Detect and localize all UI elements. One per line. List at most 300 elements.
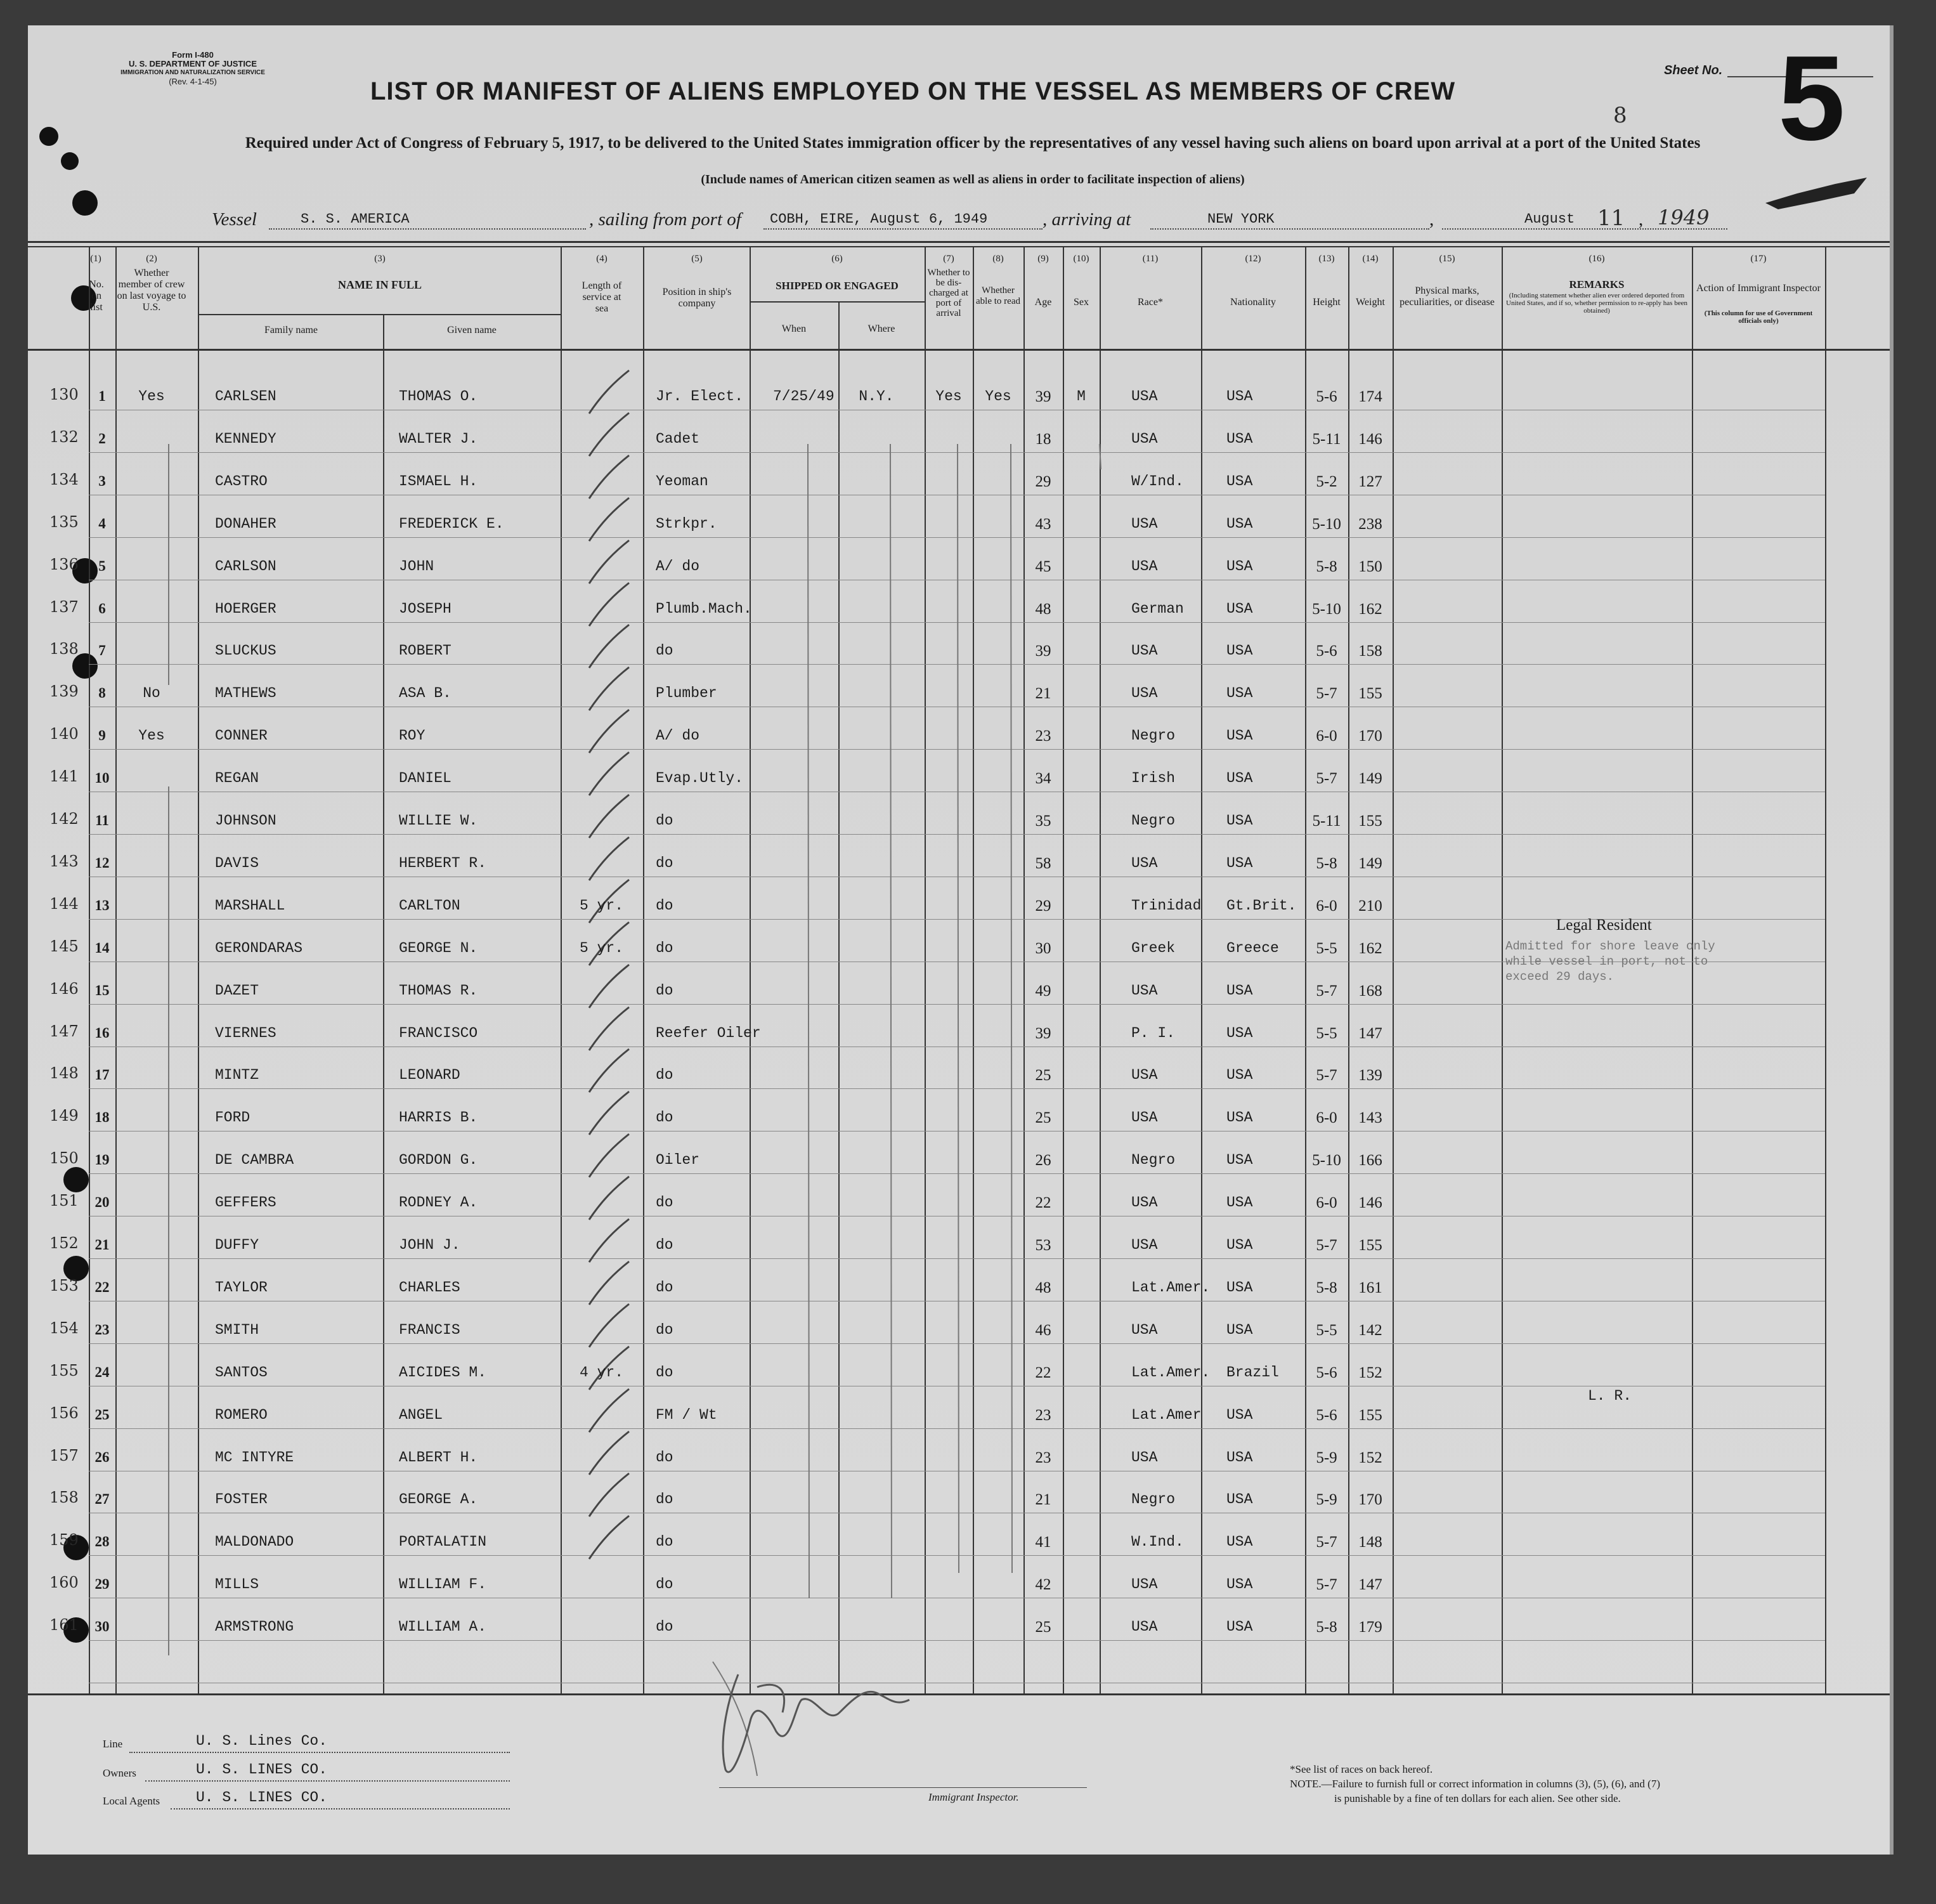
col-header-shipped: SHIPPED OR ENGAGED [776, 280, 899, 292]
cell-height: 5-8 [1316, 558, 1337, 575]
cell-given: ROY [399, 727, 426, 744]
slash-mark [589, 1473, 629, 1516]
margin-number: 141 [49, 767, 79, 785]
margin-number: 140 [49, 725, 79, 743]
col-num-2: (2) [146, 254, 157, 264]
row-number: 13 [94, 897, 110, 913]
cell-age: 46 [1035, 1322, 1051, 1339]
cell-race: Greek [1131, 940, 1176, 956]
col-header-sex: Sex [1074, 297, 1089, 308]
cell-weight: 149 [1358, 855, 1382, 872]
col-header-race: Race* [1138, 297, 1163, 308]
cell-position: do [656, 1109, 673, 1126]
cell-weight: 210 [1358, 897, 1382, 915]
cell-age: 48 [1035, 601, 1051, 618]
cell-nationality: USA [1226, 1025, 1253, 1041]
slash-mark [589, 1177, 629, 1220]
row-number: 10 [94, 770, 110, 786]
col-num-4: (4) [596, 254, 607, 264]
cell-position: do [656, 1449, 673, 1466]
cell-where: N.Y. [859, 388, 894, 405]
cell-height: 5-8 [1316, 1279, 1337, 1296]
col-num-6: (6) [831, 254, 843, 264]
row-number: 18 [94, 1109, 110, 1125]
cell-nationality: USA [1226, 855, 1253, 871]
cell-given: WILLIAM A. [399, 1619, 487, 1635]
cell-given: PORTALATIN [399, 1534, 487, 1550]
cell-age: 23 [1035, 1407, 1051, 1424]
cell-nationality: USA [1226, 601, 1253, 617]
row-number: 20 [94, 1194, 110, 1210]
cell-nationality: USA [1226, 642, 1253, 659]
cell-voyage: No [143, 685, 160, 701]
margin-number: 146 [49, 980, 79, 998]
slash-mark [589, 667, 629, 710]
col-header-no: No. on list [89, 279, 104, 313]
row-number: 5 [98, 558, 106, 574]
cell-position: do [656, 982, 673, 999]
cell-given: THOMAS R. [399, 982, 478, 999]
cell-position: do [656, 1322, 673, 1338]
cell-family: SANTOS [215, 1364, 268, 1381]
margin-number: 154 [49, 1319, 79, 1337]
cell-sex: M [1077, 388, 1086, 405]
cell-age: 42 [1035, 1576, 1051, 1593]
margin-number: 145 [49, 937, 79, 955]
cell-race: USA [1131, 982, 1158, 999]
row-number: 28 [94, 1534, 110, 1549]
cell-weight: 149 [1358, 770, 1382, 787]
cell-weight: 150 [1358, 558, 1382, 575]
cell-position: Reefer Oiler [656, 1025, 761, 1041]
cell-service: 5 yr. [580, 940, 624, 956]
cell-nationality: Greece [1226, 940, 1279, 956]
cell-given: JOHN [399, 558, 434, 575]
cell-height: 5-11 [1312, 431, 1341, 448]
cell-race: USA [1131, 1576, 1158, 1593]
col-header-position: Position in ship's company [662, 287, 732, 309]
margin-number: 137 [49, 598, 79, 616]
row-number: 15 [94, 982, 110, 998]
cell-family: MILLS [215, 1576, 259, 1593]
col-num-10: (10) [1073, 254, 1089, 264]
margin-number: 159 [49, 1531, 79, 1549]
cell-given: GEORGE A. [399, 1491, 478, 1508]
cell-family: SLUCKUS [215, 642, 276, 659]
col-num-16: (16) [1588, 254, 1605, 264]
slash-mark [589, 1134, 629, 1177]
line-value: U. S. Lines Co. [196, 1733, 328, 1749]
row-number: 22 [94, 1279, 110, 1295]
cell-position: do [656, 897, 673, 914]
cell-family: VIERNES [215, 1025, 276, 1041]
cell-given: DANIEL [399, 770, 452, 786]
shore-leave-stamp [1505, 939, 1715, 984]
col-header-family: Family name [264, 325, 318, 336]
slash-mark [589, 837, 629, 880]
arriving-label: , arriving at [1043, 209, 1131, 230]
cell-age: 45 [1035, 558, 1051, 575]
cell-race: USA [1131, 431, 1158, 447]
cell-family: HOERGER [215, 601, 276, 617]
cell-nationality: USA [1226, 1109, 1253, 1126]
col-header-age: Age [1034, 297, 1052, 308]
line-label: Line [103, 1738, 123, 1750]
row-number: 17 [94, 1067, 110, 1083]
cell-race: P. I. [1131, 1025, 1176, 1041]
cell-nationality: USA [1226, 1576, 1253, 1593]
cell-family: ARMSTRONG [215, 1619, 294, 1635]
cell-given: RODNEY A. [399, 1194, 478, 1211]
cell-race: Lat.Amer [1131, 1407, 1202, 1423]
arrival-day: 11 [1597, 205, 1625, 231]
manifest-page: Form I-480 U. S. DEPARTMENT OF JUSTICE IMMIGRATION AND NATURALIZATION SERVICE (Rev. 4-1-45) LIST OR MANIFEST OF ALIENS EMPLOYED ON THE VESSEL AS MEMBERS OF CREW Sheet No. 5 8 Required under Act of Congress of February 5, 1917, to be delivered to the United States immigration officer by the representatives of any vessel having such aliens on board upon arrival at a port of the United States (Include names of American citizen seamen as well as aliens in order to facilitate inspection of aliens) Vessel S. S. AMERICA , sailing from port of COBH, EIRE, August 6, 1949 , arriving at NEW YORK , August 11 , 1949 (1) No. on list (2) Whether member of crew on last voyage to U.S. (3) NAME IN FULL Family name Given name (4) Length of service at sea (5) Position in ship's company (6) SHIPPED OR ENGAGED When Where (7) Whether to be dis-charged at port of arrival (8) Whether able to read (9) Age (10) Sex (11) Race* (12) Nationality (13) Height (14) Weight (15) Physical marks, peculiarities, or disease (16) REMARKS (Including statement whether alien ever ordered deported from United States, and if so, whether permission to re-apply has been obtained) (17) Action of Immigrant Inspector (This column for use of Government officials only) 130 1 Yes CARLSEN THOMAS O. Jr. Elect. 7/25/49 N.Y. Yes Yes 39 M USA USA 5-6 174 132 2 KENNEDY WALTER J. Cadet 18 USA USA 5-11 146 134 3 CASTRO ISMAEL H. Yeoman 29 W/Ind. USA 5-2 127 135 4 DONAHER FREDERICK E. Strkpr. 43 USA USA 5-10 238 136 5 CARLSON JOHN A/ do 45 USA USA 5-8 150 137 6 HOERGER JOSEPH Plumb.Mach. 48 German USA 5-10 162 138 7 SLUCKUS ROBERT do 39 USA USA 5-6 158 139 8 No MATHEWS ASA B. Plumber 21 USA USA 5-7 155 140 9 Yes CONNER ROY A/ do 23 Negro USA 6-0 170 141 10 REGAN DANIEL Evap.Utly. 34 Irish USA 5-7 149 142 11 JOHNSON WILLIE W. do 35 Negro USA 5-11 155 143 12 DAVIS HERBERT R. do 58 USA USA 5-8 149 144 13 MARSHALL CARLTON 5 yr. do 29 Trinidad Gt.Brit. 6-0 210 145 14 GERONDARAS GEORGE N. 5 yr. do 30 Greek Greece 5-5 162 146 15 DAZET THOMAS R. do 49 USA USA 5-7 168 147 16 VIERNES FRANCISCO Reefer Oiler 39 P. I. USA 5-5 147 148 17 MINTZ LEONARD do 25 USA USA 5-7 139 149 18 FORD HARRIS B. do 25 USA USA 6-0 143 150 19 DE CAMBRA GORDON G. Oiler 26 Negro USA 5-10 166 151 20 GEFFERS RODNEY A. do 22 USA USA 6-0 146 152 21 DUFFY JOHN J. do 53 USA USA 5-7 155 153 22 TAYLOR CHARLES do 48 Lat.Amer. USA 5-8 161 154 23 SMITH FRANCIS do 46 USA USA 5-5 142 155 24 SANTOS AICIDES M. 4 yr. do 22 Lat.Amer. Brazil 5-6 152 156 25 ROMERO ANGEL FM / Wt 23 Lat.Amer USA 5-6 155 157 26 MC INTYRE ALBERT H. do 23 USA USA 5-9 152 158 27 FOSTER GEORGE A. do 21 Negro USA 5-9 170 159 28 MALDONADO PORTALATIN do 41 W.Ind. USA 5-7 148 160 29 MILLS WILLIAM F. do 42 USA USA 5-7 147 161 30 ARMSTRONG WILLIAM A. do 25 USA USA 5-8 179 Legal Resident Admitted for shore leave only while vessel in port, not to exceed 29 days. L. R. Line U. S. Lines Co. Owners U. S. LINES CO. Local Agents U. S. LINES CO. Immigrant Inspector. *See list of races on back hereof. NOTE.—Failure to furnish full or correct information in columns (3), (5), (6), and (7) is punishable by a fine of ten dollars for each alien. See other side. [28, 25, 1894, 1855]
cell-age: 48 [1035, 1279, 1051, 1296]
cell-height: 5-8 [1316, 1619, 1337, 1636]
cell-position: Strkpr. [656, 516, 717, 532]
cell-family: ROMERO [215, 1407, 268, 1423]
col-num-3: (3) [374, 254, 386, 264]
cell-given: WILLIE W. [399, 812, 478, 829]
inspector-underline [719, 1787, 1087, 1788]
col-header-name: NAME IN FULL [337, 278, 422, 291]
row-number: 30 [94, 1619, 110, 1634]
cell-age: 22 [1035, 1364, 1051, 1381]
slash-mark [589, 710, 629, 753]
cell-position: do [656, 1619, 673, 1635]
cell-family: GERONDARAS [215, 940, 303, 956]
slash-mark [589, 413, 629, 456]
cell-age: 23 [1035, 1449, 1051, 1466]
margin-number: 153 [49, 1277, 79, 1294]
cell-read: Yes [985, 388, 1011, 405]
col-num-11: (11) [1142, 254, 1159, 264]
col-header-discharged: Whether to be dis-charged at port of arrival [927, 268, 970, 318]
vessel-label: Vessel [212, 209, 257, 230]
cell-family: JOHNSON [215, 812, 276, 829]
col-num-9: (9) [1037, 254, 1049, 264]
cell-race: USA [1131, 558, 1158, 575]
margin-number: 138 [49, 640, 79, 658]
slash-mark [589, 498, 629, 541]
arrival-month: August [1524, 211, 1575, 227]
slash-mark [589, 625, 629, 668]
cell-nationality: USA [1226, 812, 1253, 829]
cell-nationality: USA [1226, 1534, 1253, 1550]
cell-family: CONNER [215, 727, 268, 744]
cell-age: 29 [1035, 897, 1051, 915]
cell-given: THOMAS O. [399, 388, 478, 405]
page-title: LIST OR MANIFEST OF ALIENS EMPLOYED ON THE VESSEL AS MEMBERS OF CREW [370, 77, 1456, 105]
cell-position: A/ do [656, 727, 700, 744]
cell-given: HERBERT R. [399, 855, 487, 871]
row-number: 6 [98, 601, 106, 616]
agents-label: Local Agents [103, 1795, 160, 1807]
cell-position: do [656, 642, 673, 659]
slash-mark [589, 795, 629, 838]
margin-number: 142 [49, 810, 79, 828]
margin-number: 157 [49, 1447, 79, 1464]
cell-age: 25 [1035, 1619, 1051, 1636]
cell-family: FOSTER [215, 1491, 268, 1508]
stamp-line: exceed 29 days. [1505, 970, 1614, 984]
cell-race: USA [1131, 1322, 1158, 1338]
margin-number: 136 [49, 556, 79, 573]
cell-family: KENNEDY [215, 431, 276, 447]
cell-height: 5-10 [1312, 601, 1341, 618]
slash-mark [589, 370, 629, 414]
margin-number: 160 [49, 1574, 79, 1591]
cell-weight: 166 [1358, 1152, 1382, 1169]
row-number: 9 [98, 727, 106, 743]
vessel-name: S. S. AMERICA [301, 211, 410, 227]
margin-number: 139 [49, 682, 79, 700]
cell-weight: 162 [1358, 601, 1382, 618]
cell-voyage: Yes [138, 388, 165, 405]
cell-weight: 155 [1358, 1237, 1382, 1254]
cell-height: 5-10 [1312, 1152, 1341, 1169]
margin-number: 155 [49, 1362, 79, 1379]
col-header-where: Where [867, 323, 895, 334]
margin-number: 147 [49, 1022, 79, 1040]
cell-position: Evap.Utly. [656, 770, 744, 786]
cell-weight: 127 [1358, 473, 1382, 490]
slash-mark [589, 1219, 629, 1262]
cell-family: TAYLOR [215, 1279, 268, 1296]
cell-position: Yeoman [656, 473, 708, 490]
cell-position: do [656, 812, 673, 829]
fine-note: NOTE.—Failure to furnish full or correct information in columns (3), (5), (6), and (7) [1290, 1778, 1660, 1790]
cell-position: Jr. Elect. [656, 388, 744, 405]
cell-height: 5-11 [1312, 812, 1341, 830]
cell-position: FM / Wt [656, 1407, 717, 1423]
cell-height: 6-0 [1316, 1194, 1337, 1211]
revision: (Rev. 4-1-45) [169, 77, 217, 86]
cell-discharged: Yes [935, 388, 962, 405]
cell-given: WALTER J. [399, 431, 478, 447]
cell-family: FORD [215, 1109, 250, 1126]
cell-age: 39 [1035, 1025, 1051, 1042]
cell-nationality: USA [1226, 1237, 1253, 1253]
cell-height: 5-9 [1316, 1491, 1337, 1508]
cell-family: DUFFY [215, 1237, 259, 1253]
cell-given: GEORGE N. [399, 940, 478, 956]
cell-given: FRANCISCO [399, 1025, 478, 1041]
cell-service: 5 yr. [580, 897, 624, 914]
remark-legal-resident: Legal Resident [1556, 916, 1652, 934]
slash-mark [589, 965, 629, 1008]
cell-age: 49 [1035, 982, 1051, 1000]
slash-mark [589, 1049, 629, 1092]
cell-nationality: USA [1226, 727, 1253, 744]
cell-weight: 148 [1358, 1534, 1382, 1551]
cell-age: 41 [1035, 1534, 1051, 1551]
cell-height: 5-6 [1316, 388, 1337, 405]
cell-race: Negro [1131, 1152, 1176, 1168]
cell-height: 5-5 [1316, 1025, 1337, 1042]
arrival-port: NEW YORK [1207, 211, 1275, 227]
cell-nationality: USA [1226, 431, 1253, 447]
cell-race: Irish [1131, 770, 1176, 786]
cell-age: 25 [1035, 1067, 1051, 1084]
form-subnote: (Include names of American citizen seamen as well as aliens in order to facilitate inspection of aliens) [701, 173, 1245, 186]
margin-number: 149 [49, 1107, 79, 1125]
row-number: 29 [94, 1576, 110, 1592]
row-number: 26 [94, 1449, 110, 1465]
row-number: 3 [98, 473, 106, 489]
cell-family: MC INTYRE [215, 1449, 294, 1466]
cell-nationality: USA [1226, 1491, 1253, 1508]
cell-weight: 147 [1358, 1576, 1382, 1593]
col-header-remarks: REMARKS [1569, 278, 1625, 290]
col-header-action-note: (This column for use of Government officials only) [1704, 310, 1813, 325]
cell-nationality: USA [1226, 1407, 1253, 1423]
cell-race: USA [1131, 855, 1158, 871]
cell-weight: 146 [1358, 1194, 1382, 1211]
cell-race: USA [1131, 1194, 1158, 1211]
arrival-year: 1949 [1658, 205, 1710, 230]
cell-nationality: USA [1226, 558, 1253, 575]
cell-position: Oiler [656, 1152, 700, 1168]
cell-weight: 142 [1358, 1322, 1382, 1339]
cell-age: 39 [1035, 642, 1051, 660]
margin-number: 144 [49, 895, 79, 913]
cell-given: JOSEPH [399, 601, 452, 617]
cell-weight: 170 [1358, 727, 1382, 745]
cell-given: LEONARD [399, 1067, 460, 1083]
owners-label: Owners [103, 1767, 136, 1779]
cell-family: GEFFERS [215, 1194, 276, 1211]
cell-family: REGAN [215, 770, 259, 786]
cell-nationality: USA [1226, 685, 1253, 701]
cell-height: 5-6 [1316, 642, 1337, 660]
slash-mark [589, 752, 629, 795]
cell-family: MARSHALL [215, 897, 285, 914]
cell-given: ISMAEL H. [399, 473, 478, 490]
row-number: 21 [94, 1237, 110, 1253]
stamp-line: while vessel in port, not to [1505, 955, 1708, 968]
cell-age: 58 [1035, 855, 1051, 872]
cell-given: ASA B. [399, 685, 452, 701]
row-number: 19 [94, 1152, 110, 1168]
cell-given: JOHN J. [399, 1237, 460, 1253]
cell-weight: 162 [1358, 940, 1382, 957]
col-header-weight: Weight [1356, 297, 1385, 308]
cell-given: AICIDES M. [399, 1364, 487, 1381]
row-number: 25 [94, 1407, 110, 1423]
department: U. S. DEPARTMENT OF JUSTICE [129, 59, 257, 68]
cell-position: do [656, 940, 673, 956]
col-header-read: Whether able to read [976, 285, 1020, 306]
cell-age: 18 [1035, 431, 1051, 448]
cell-height: 5-7 [1316, 1067, 1337, 1084]
row-number: 27 [94, 1491, 110, 1507]
margin-number: 148 [49, 1064, 79, 1082]
col-header-physical: Physical marks, peculiarities, or disease [1400, 285, 1495, 308]
cell-race: USA [1131, 1449, 1158, 1466]
cell-family: SMITH [215, 1322, 259, 1338]
cell-race: USA [1131, 1619, 1158, 1635]
cell-position: do [656, 1067, 673, 1083]
cell-age: 34 [1035, 770, 1051, 787]
cell-age: 22 [1035, 1194, 1051, 1211]
stamp-line: Admitted for shore leave only [1505, 939, 1715, 953]
row-number: 4 [98, 516, 106, 531]
cell-age: 21 [1035, 1491, 1051, 1508]
margin-number: 161 [49, 1616, 79, 1634]
cell-race: Negro [1131, 727, 1176, 744]
col-header-voyage: Whether member of crew on last voyage to U.S. [117, 268, 186, 313]
sheet-label: Sheet No. [1664, 63, 1723, 77]
col-header-service: Length of service at sea [581, 280, 622, 314]
cell-age: 43 [1035, 516, 1051, 533]
cell-weight: 147 [1358, 1025, 1382, 1042]
cell-weight: 143 [1358, 1109, 1382, 1126]
cell-given: CHARLES [399, 1279, 460, 1296]
races-note: *See list of races on back hereof. [1290, 1763, 1433, 1775]
form-subtitle: Required under Act of Congress of February 5, 1917, to be delivered to the United States immigration officer by the representatives of any vessel having such aliens on board upon arrival at a port of the United States [245, 134, 1701, 152]
cell-height: 5-10 [1312, 516, 1341, 533]
cell-age: 23 [1035, 727, 1051, 745]
col-num-8: (8) [992, 254, 1004, 264]
cell-age: 25 [1035, 1109, 1051, 1126]
cell-service: 4 yr. [580, 1364, 624, 1381]
cell-race: USA [1131, 516, 1158, 532]
cell-nationality: USA [1226, 1449, 1253, 1466]
col-num-14: (14) [1362, 254, 1379, 264]
cell-given: GORDON G. [399, 1152, 478, 1168]
col-num-15: (15) [1439, 254, 1455, 264]
row-number: 14 [94, 940, 110, 956]
cell-nationality: Gt.Brit. [1226, 897, 1297, 914]
cell-position: do [656, 1534, 673, 1550]
cell-given: ROBERT [399, 642, 452, 659]
margin-number: 143 [49, 852, 79, 870]
cell-weight: 170 [1358, 1491, 1382, 1508]
cell-weight: 155 [1358, 1407, 1382, 1424]
cell-position: do [656, 855, 673, 871]
cell-family: MINTZ [215, 1067, 259, 1083]
inspector-signature-icon [700, 1649, 941, 1801]
col-header-nationality: Nationality [1230, 297, 1276, 308]
cell-nationality: Brazil [1226, 1364, 1279, 1381]
margin-number: 130 [49, 386, 79, 403]
cell-height: 5-7 [1316, 982, 1337, 1000]
fine-note-cont: is punishable by a fine of ten dollars for each alien. See other side. [1334, 1792, 1621, 1804]
cell-age: 35 [1035, 812, 1051, 830]
cell-nationality: USA [1226, 388, 1253, 405]
cell-voyage: Yes [138, 727, 165, 744]
cell-height: 5-7 [1316, 770, 1337, 787]
cell-race: Negro [1131, 812, 1176, 829]
slash-mark [589, 540, 629, 584]
cell-weight: 168 [1358, 982, 1382, 1000]
cell-weight: 238 [1358, 516, 1382, 533]
line-underline [129, 1752, 510, 1753]
cell-height: 5-7 [1316, 1576, 1337, 1593]
col-num-17: (17) [1750, 254, 1767, 264]
cell-height: 5-8 [1316, 855, 1337, 872]
row-number: 24 [94, 1364, 110, 1380]
owners-value: U. S. LINES CO. [196, 1761, 328, 1778]
cell-race: USA [1131, 685, 1158, 701]
cell-weight: 155 [1358, 685, 1382, 702]
margin-number: 156 [49, 1404, 79, 1422]
cell-position: Plumber [656, 685, 717, 701]
cell-race: USA [1131, 388, 1158, 405]
cell-race: USA [1131, 1067, 1158, 1083]
cell-race: USA [1131, 1237, 1158, 1253]
